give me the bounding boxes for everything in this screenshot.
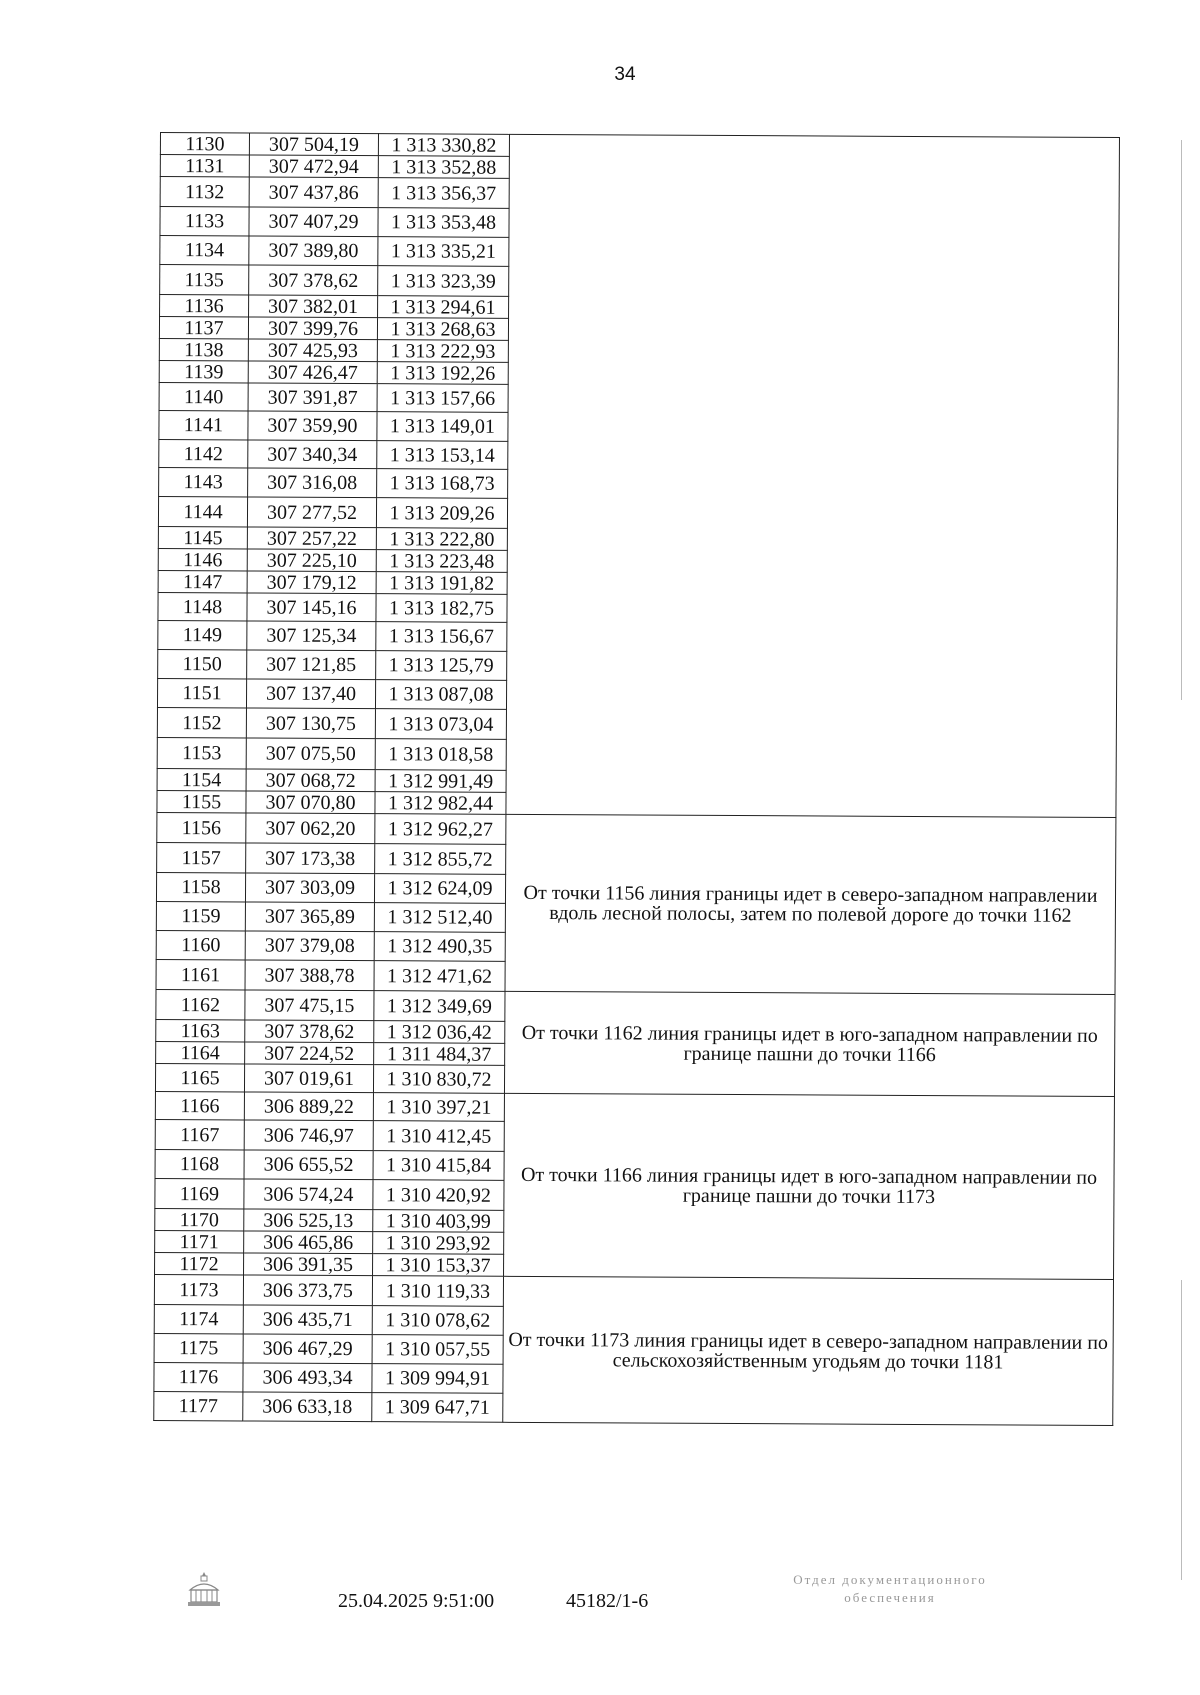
y-coordinate-cell: 1 313 125,79: [376, 651, 507, 681]
department-stamp: [740, 1571, 1040, 1607]
y-coordinate-cell: 1 310 119,33: [372, 1276, 503, 1307]
point-number-cell: 1142: [159, 439, 248, 467]
y-coordinate-cell: 1 309 994,91: [372, 1364, 503, 1394]
y-coordinate-cell: 1 313 018,58: [375, 739, 506, 771]
point-number-cell: 1143: [159, 467, 248, 496]
x-coordinate-cell: 307 130,75: [246, 708, 375, 739]
x-coordinate-cell: 307 257,22: [247, 527, 376, 550]
boundary-description-cell: От точки 1162 линия границы идет в юго-западном направлении по границе пашни до точки 1166: [504, 991, 1115, 1096]
point-number-cell: 1161: [156, 959, 245, 989]
y-coordinate-cell: 1 313 335,21: [378, 237, 509, 267]
coordinates-table-body: [154, 133, 1120, 1426]
point-number-cell: 1165: [155, 1063, 244, 1091]
x-coordinate-cell: 306 493,34: [243, 1363, 372, 1393]
y-coordinate-cell: 1 313 149,01: [377, 412, 508, 442]
x-coordinate-cell: 307 019,61: [244, 1064, 373, 1093]
boundary-description-cell: От точки 1156 линия границы идет в северо-западном направлении вдоль лесной полосы, затем по полевой дороге до точки 1162: [505, 814, 1116, 994]
x-coordinate-cell: 307 137,40: [246, 679, 375, 709]
x-coordinate-cell: 307 378,62: [249, 265, 378, 296]
y-coordinate-cell: 1 312 624,09: [374, 874, 505, 904]
point-number-cell: 1152: [157, 707, 246, 737]
x-coordinate-cell: 307 504,19: [249, 133, 378, 156]
point-number-cell: 1133: [160, 207, 249, 236]
y-coordinate-cell: 1 310 830,72: [373, 1065, 504, 1094]
point-number-cell: 1175: [154, 1333, 243, 1362]
y-coordinate-cell: 1 312 036,42: [374, 1021, 505, 1044]
point-number-cell: 1135: [160, 265, 249, 295]
scan-margin-mark: [1181, 140, 1182, 700]
y-coordinate-cell: 1 312 490,35: [374, 932, 505, 962]
point-number-cell: 1172: [155, 1252, 244, 1274]
y-coordinate-cell: 1 313 153,14: [377, 441, 508, 470]
y-coordinate-cell: 1 313 352,88: [378, 156, 509, 179]
y-coordinate-cell: 1 313 356,37: [378, 178, 509, 209]
point-number-cell: 1163: [156, 1019, 245, 1041]
point-number-cell: 1162: [156, 989, 245, 1019]
boundary-description-cell: От точки 1166 линия границы идет в юго-западном направлении по границе пашни до точки 1173: [504, 1093, 1115, 1279]
point-number-cell: 1164: [156, 1041, 245, 1063]
point-number-cell: 1140: [159, 382, 248, 410]
boundary-description-cell: [506, 134, 1120, 817]
footer-date: 25.04.2025 9:51:00: [338, 1590, 495, 1612]
x-coordinate-cell: 307 068,72: [246, 769, 375, 792]
page-number: 34: [614, 64, 636, 85]
point-number-cell: 1137: [159, 317, 248, 339]
x-coordinate-cell: 307 389,80: [249, 236, 378, 266]
x-coordinate-cell: 307 075,50: [246, 738, 375, 770]
x-coordinate-cell: 307 277,52: [247, 497, 376, 528]
point-number-cell: 1138: [159, 338, 248, 360]
x-coordinate-cell: 306 889,22: [244, 1092, 373, 1121]
point-number-cell: 1131: [160, 155, 249, 177]
y-coordinate-cell: 1 313 073,04: [375, 709, 506, 740]
x-coordinate-cell: 307 365,89: [245, 902, 374, 932]
y-coordinate-cell: 1 313 157,66: [377, 384, 508, 413]
point-number-cell: 1160: [156, 930, 245, 959]
x-coordinate-cell: 307 378,62: [245, 1020, 374, 1043]
point-number-cell: 1147: [158, 570, 247, 592]
point-number-cell: 1146: [158, 548, 247, 570]
point-number-cell: 1173: [154, 1274, 243, 1304]
point-number-cell: 1177: [154, 1391, 243, 1420]
y-coordinate-cell: 1 311 484,37: [374, 1043, 505, 1066]
x-coordinate-cell: 306 373,75: [243, 1275, 372, 1306]
x-coordinate-cell: 306 633,18: [243, 1392, 372, 1422]
y-coordinate-cell: 1 310 397,21: [373, 1093, 504, 1122]
point-number-cell: 1176: [154, 1362, 243, 1391]
x-coordinate-cell: 307 399,76: [248, 317, 377, 340]
x-coordinate-cell: 306 525,13: [244, 1209, 373, 1232]
y-coordinate-cell: 1 310 403,99: [373, 1210, 504, 1233]
point-number-cell: 1153: [157, 737, 246, 768]
point-number-cell: 1159: [156, 901, 245, 930]
point-number-cell: 1166: [155, 1091, 244, 1119]
x-coordinate-cell: 307 426,47: [248, 361, 377, 384]
point-number-cell: 1149: [158, 620, 247, 649]
y-coordinate-cell: 1 310 078,62: [372, 1306, 503, 1336]
stamp-line-2: обеспечения: [844, 1590, 936, 1605]
x-coordinate-cell: 306 435,71: [243, 1305, 372, 1335]
x-coordinate-cell: 307 472,94: [249, 155, 378, 178]
y-coordinate-cell: 1 312 512,40: [374, 903, 505, 933]
y-coordinate-cell: 1 313 268,63: [377, 318, 508, 341]
scan-margin-mark: [1181, 1280, 1182, 1580]
x-coordinate-cell: 307 388,78: [245, 960, 374, 991]
y-coordinate-cell: 1 310 293,92: [373, 1232, 504, 1255]
y-coordinate-cell: 1 313 294,61: [378, 296, 509, 319]
x-coordinate-cell: 306 574,24: [244, 1179, 373, 1210]
x-coordinate-cell: 307 145,16: [247, 593, 376, 622]
y-coordinate-cell: 1 310 415,84: [373, 1151, 504, 1181]
x-coordinate-cell: 306 391,35: [244, 1253, 373, 1276]
point-number-cell: 1130: [160, 133, 249, 155]
x-coordinate-cell: 307 070,80: [246, 791, 375, 814]
point-number-cell: 1168: [155, 1149, 244, 1178]
y-coordinate-cell: 1 312 349,69: [374, 991, 505, 1022]
point-number-cell: 1169: [155, 1178, 244, 1208]
x-coordinate-cell: 307 179,12: [247, 571, 376, 594]
y-coordinate-cell: 1 313 323,39: [378, 266, 509, 297]
x-coordinate-cell: 307 379,08: [245, 931, 374, 961]
y-coordinate-cell: 1 313 223,48: [376, 550, 507, 573]
x-coordinate-cell: 307 173,38: [246, 843, 375, 874]
x-coordinate-cell: 307 121,85: [247, 650, 376, 680]
y-coordinate-cell: 1 313 156,67: [376, 622, 507, 652]
y-coordinate-cell: 1 313 222,80: [376, 528, 507, 551]
x-coordinate-cell: 307 425,93: [248, 339, 377, 362]
point-number-cell: 1145: [158, 526, 247, 548]
x-coordinate-cell: 307 316,08: [248, 468, 377, 498]
x-coordinate-cell: 306 655,52: [244, 1150, 373, 1180]
x-coordinate-cell: 307 359,90: [248, 411, 377, 441]
y-coordinate-cell: 1 310 412,45: [373, 1121, 504, 1152]
y-coordinate-cell: 1 313 087,08: [375, 680, 506, 710]
stamp-line-1: Отдел документационного: [793, 1572, 987, 1587]
boundary-description-cell: От точки 1173 линия границы идет в северо-западном направлении по сельскохозяйственным угодьям до точки 1181: [503, 1276, 1114, 1425]
y-coordinate-cell: 1 312 855,72: [375, 844, 506, 875]
y-coordinate-cell: 1 313 222,93: [377, 340, 508, 363]
x-coordinate-cell: 307 407,29: [249, 207, 378, 237]
x-coordinate-cell: 306 746,97: [244, 1120, 373, 1151]
x-coordinate-cell: 307 125,34: [247, 621, 376, 651]
y-coordinate-cell: 1 312 982,44: [375, 792, 506, 815]
point-number-cell: 1136: [160, 295, 249, 317]
x-coordinate-cell: 307 437,86: [249, 177, 378, 208]
point-number-cell: 1139: [159, 360, 248, 382]
point-number-cell: 1174: [154, 1304, 243, 1333]
point-number-cell: 1156: [157, 812, 246, 842]
point-number-cell: 1141: [159, 410, 248, 439]
x-coordinate-cell: 307 382,01: [249, 295, 378, 318]
x-coordinate-cell: 307 475,15: [245, 990, 374, 1021]
y-coordinate-cell: 1 312 471,62: [374, 961, 505, 992]
x-coordinate-cell: 307 340,34: [248, 440, 377, 469]
point-number-cell: 1167: [155, 1119, 244, 1149]
x-coordinate-cell: 307 303,09: [245, 873, 374, 903]
x-coordinate-cell: 307 062,20: [246, 813, 375, 844]
point-number-cell: 1158: [156, 872, 245, 901]
y-coordinate-cell: 1 313 191,82: [376, 572, 507, 595]
y-coordinate-cell: 1 310 057,55: [372, 1335, 503, 1365]
y-coordinate-cell: 1 313 192,26: [377, 362, 508, 385]
x-coordinate-cell: 307 391,87: [248, 383, 377, 412]
y-coordinate-cell: 1 312 991,49: [375, 770, 506, 793]
x-coordinate-cell: 307 224,52: [245, 1042, 374, 1065]
point-number-cell: 1144: [158, 496, 247, 526]
y-coordinate-cell: 1 312 962,27: [375, 814, 506, 845]
point-number-cell: 1148: [158, 592, 247, 620]
y-coordinate-cell: 1 310 153,37: [373, 1254, 504, 1277]
library-logo-icon: [182, 1568, 226, 1612]
y-coordinate-cell: 1 313 182,75: [376, 594, 507, 623]
y-coordinate-cell: 1 313 353,48: [378, 208, 509, 238]
point-number-cell: 1134: [160, 236, 249, 265]
y-coordinate-cell: 1 310 420,92: [373, 1180, 504, 1211]
x-coordinate-cell: 307 225,10: [247, 549, 376, 572]
point-number-cell: 1170: [155, 1208, 244, 1230]
x-coordinate-cell: 306 465,86: [244, 1231, 373, 1254]
point-number-cell: 1157: [157, 842, 246, 872]
x-coordinate-cell: 306 467,29: [243, 1334, 372, 1364]
point-number-cell: 1171: [155, 1230, 244, 1252]
point-number-cell: 1151: [157, 678, 246, 707]
y-coordinate-cell: 1 309 647,71: [372, 1393, 503, 1423]
point-number-cell: 1154: [157, 768, 246, 790]
point-number-cell: 1150: [158, 649, 247, 678]
coordinates-table: [153, 132, 1120, 1426]
point-number-cell: 1132: [160, 177, 249, 207]
y-coordinate-cell: 1 313 168,73: [377, 469, 508, 499]
point-number-cell: 1155: [157, 790, 246, 812]
y-coordinate-cell: 1 313 330,82: [378, 134, 509, 157]
footer-doc-number: 45182/1-6: [566, 1590, 649, 1612]
y-coordinate-cell: 1 313 209,26: [376, 498, 507, 529]
